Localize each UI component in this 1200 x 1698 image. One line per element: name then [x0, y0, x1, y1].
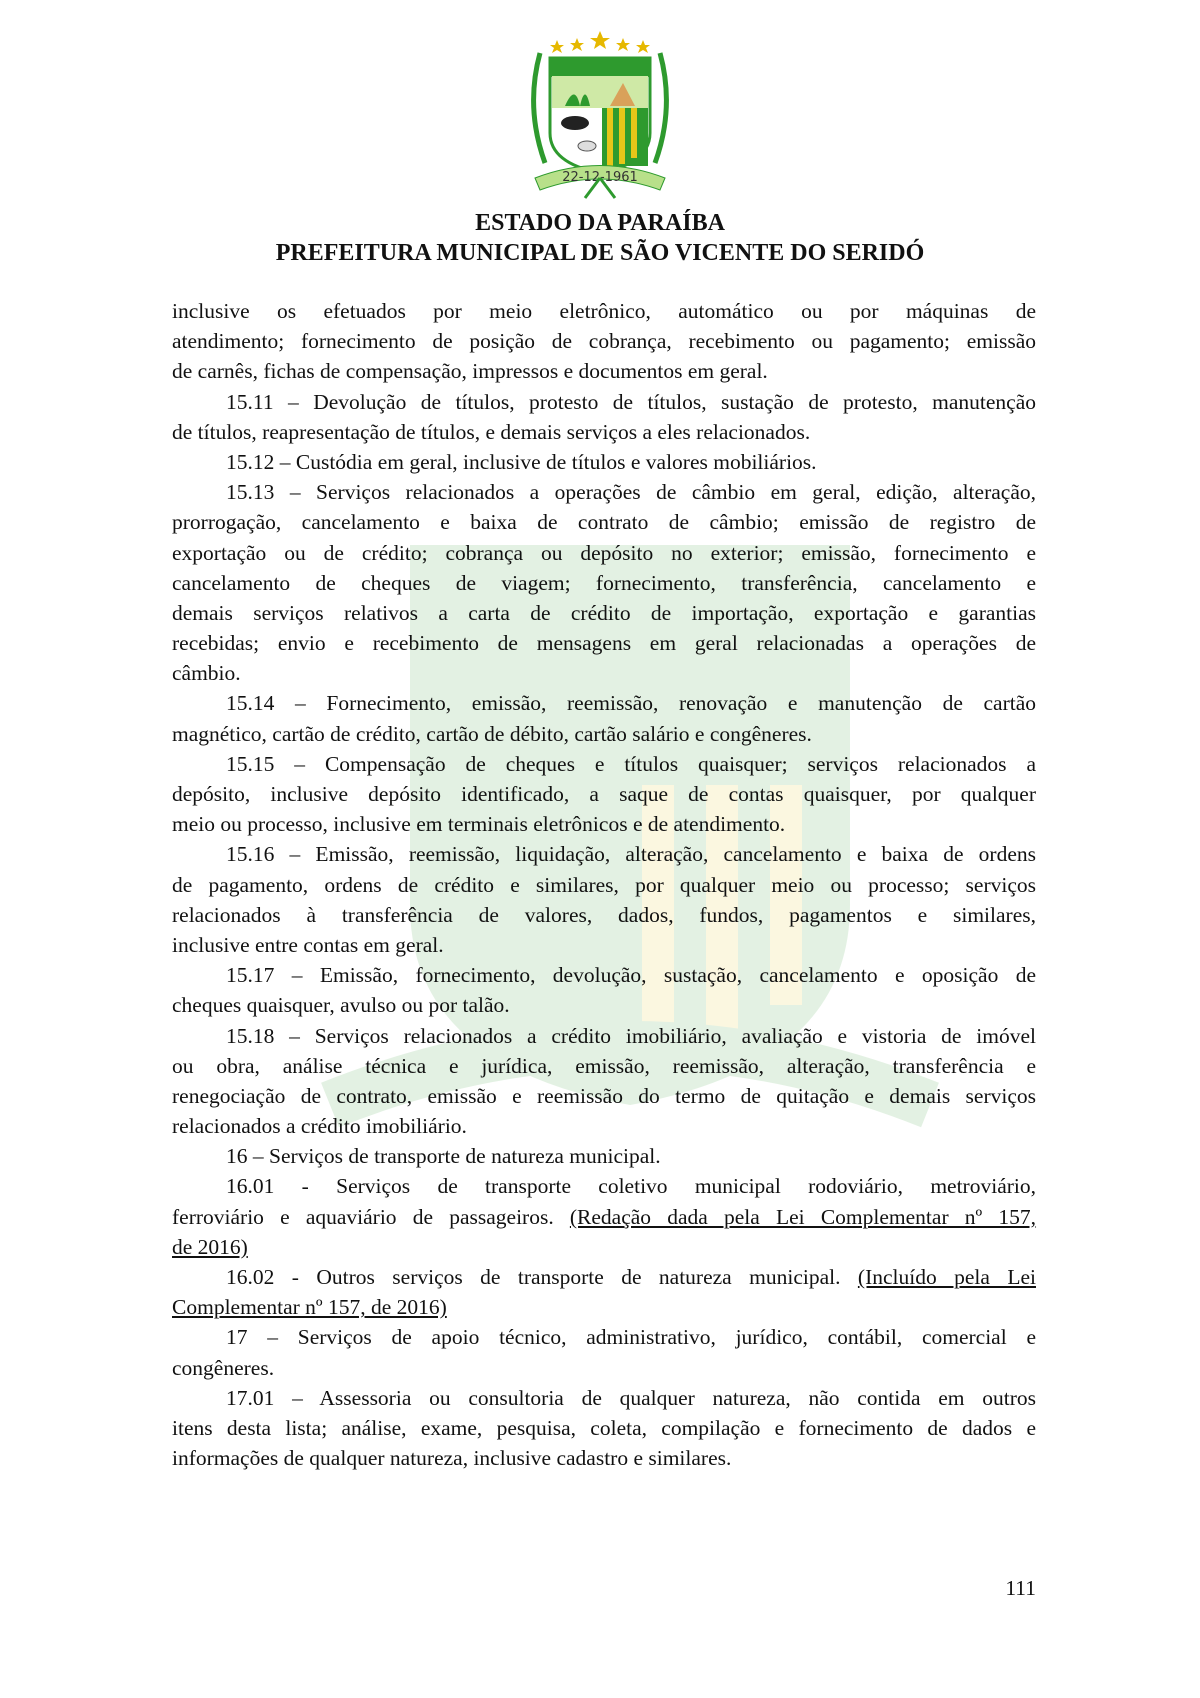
text-line — [172, 658, 1036, 688]
text-line — [172, 779, 1036, 809]
legal-reference-link[interactable]: Complementar nº 157, de 2016) — [172, 1295, 447, 1320]
line-text: cancelamento de cheques de viagem; fornecimento, transferência, cancelamento e — [172, 570, 1036, 595]
paragraph — [172, 1171, 1036, 1262]
paragraph — [172, 960, 1036, 1020]
paragraph — [172, 839, 1036, 960]
seal-date: 22-12-1961 — [562, 170, 638, 185]
line-text: 15.11 – Devolução de títulos, protesto de títulos, sustação de protesto, manutenção — [226, 389, 1036, 414]
text-line — [172, 568, 1036, 598]
line-text: 15.18 – Serviços relacionados a crédito imobiliário, avaliação e vistoria de imóvel — [226, 1023, 1036, 1048]
text-line — [172, 1353, 1036, 1383]
paragraph — [172, 447, 1036, 477]
paragraph — [172, 387, 1036, 447]
text-line — [172, 507, 1036, 537]
line-text: renegociação de contrato, emissão e reemissão do termo de quitação e demais serviços — [172, 1083, 1036, 1108]
text-line — [172, 326, 1036, 356]
municipal-coat-of-arms — [505, 28, 695, 203]
text-line — [172, 688, 1036, 718]
line-text: cheques quaisquer, avulso ou por talão. — [172, 993, 510, 1018]
line-text: relacionados a crédito imobiliário. — [172, 1114, 467, 1139]
line-text: ferroviário e aquaviário de passageiros. — [172, 1204, 570, 1229]
line-text: magnético, cartão de crédito, cartão de débito, cartão salário e congêneres. — [172, 721, 812, 746]
line-text: 16.02 - Outros serviços de transporte de natureza municipal. — [226, 1265, 858, 1289]
text-line — [172, 839, 1036, 869]
text-line — [172, 719, 1036, 749]
paragraph — [172, 1141, 1036, 1171]
paragraph — [172, 1262, 1036, 1322]
line-text: 17.01 – Assessoria ou consultoria de qualquer natureza, não contida em outros — [226, 1385, 1036, 1410]
text-line — [172, 477, 1036, 507]
text-line — [172, 749, 1036, 779]
text-line — [172, 1262, 1036, 1292]
text-line — [172, 356, 1036, 386]
text-line — [172, 1383, 1036, 1413]
paragraph — [172, 477, 1036, 688]
text-line — [172, 1171, 1036, 1201]
text-line — [172, 628, 1036, 658]
line-text: de títulos, reapresentação de títulos, e demais serviços a eles relacionados. — [172, 419, 811, 444]
line-text: exportação ou de crédito; cobrança ou depósito no exterior; emissão, fornecimento e — [172, 540, 1036, 565]
paragraph — [172, 749, 1036, 840]
text-line — [172, 870, 1036, 900]
legal-reference-link[interactable]: (Incluído pela Lei — [857, 1265, 1036, 1289]
line-text: de carnês, fichas de compensação, impressos e documentos em geral. — [172, 359, 768, 384]
text-line — [172, 809, 1036, 839]
text-line — [172, 930, 1036, 960]
line-text: congêneres. — [172, 1355, 275, 1380]
text-line — [172, 447, 1036, 477]
line-text: recebidas; envio e recebimento de mensagens em geral relacionadas a operações de — [172, 631, 1036, 656]
paragraph — [172, 1322, 1036, 1382]
legal-reference-link[interactable]: (Redação dada pela Lei Complementar nº 157, — [569, 1204, 1037, 1229]
line-text: inclusive os efetuados por meio eletrônico, automático ou por máquinas de — [172, 299, 1036, 323]
line-text: depósito, inclusive depósito identificado, a saque de contas quaisquer, por qualquer — [172, 782, 1036, 806]
text-line — [172, 1322, 1036, 1352]
line-text: informações de qualquer natureza, inclusive cadastro e similares. — [172, 1446, 732, 1471]
text-line — [172, 960, 1036, 990]
legal-reference-link[interactable]: de 2016) — [172, 1234, 248, 1259]
line-text: 15.13 – Serviços relacionados a operações de câmbio em geral, edição, alteração, — [226, 480, 1036, 505]
text-line — [172, 538, 1036, 568]
text-line — [172, 1081, 1036, 1111]
text-line — [172, 1111, 1036, 1141]
text-line — [172, 387, 1036, 417]
text-line — [172, 900, 1036, 930]
text-line — [172, 1443, 1036, 1473]
text-line — [172, 598, 1036, 628]
line-text: 15.12 – Custódia em geral, inclusive de títulos e valores mobiliários. — [226, 449, 817, 474]
line-text: 15.14 – Fornecimento, emissão, reemissão, renovação e manutenção de cartão — [226, 691, 1036, 716]
line-text: atendimento; fornecimento de posição de cobrança, recebimento ou pagamento; emissão — [172, 329, 1036, 354]
text-line — [172, 1413, 1036, 1443]
text-line — [172, 990, 1036, 1020]
line-text: itens desta lista; análise, exame, pesquisa, coleta, compilação e fornecimento de dados e — [172, 1415, 1036, 1440]
line-text: 15.16 – Emissão, reemissão, liquidação, alteração, cancelamento e baixa de ordens — [226, 842, 1036, 867]
text-line — [172, 1021, 1036, 1051]
text-line — [172, 417, 1036, 447]
state-heading: ESTADO DA PARAÍBA — [475, 210, 725, 236]
line-text: de pagamento, ordens de crédito e similares, por qualquer meio ou processo; serviços — [172, 872, 1036, 897]
text-line — [172, 1202, 1036, 1232]
line-text: 16.01 - Serviços de transporte coletivo municipal rodoviário, metroviário, — [226, 1174, 1036, 1199]
line-text: 15.17 – Emissão, fornecimento, devolução, sustação, cancelamento e oposição de — [226, 963, 1036, 988]
text-line — [172, 1141, 1036, 1171]
line-text: 17 – Serviços de apoio técnico, administrativo, jurídico, contábil, comercial e — [226, 1325, 1036, 1350]
document-body — [172, 296, 1036, 1473]
line-text: 16 – Serviços de transporte de natureza municipal. — [226, 1144, 661, 1169]
municipality-heading: PREFEITURA MUNICIPAL DE SÃO VICENTE DO SERIDÓ — [275, 240, 925, 266]
line-text: meio ou processo, inclusive em terminais eletrônicos e de atendimento. — [172, 812, 786, 837]
paragraph — [172, 688, 1036, 748]
paragraph — [172, 296, 1036, 387]
paragraph — [172, 1383, 1036, 1474]
line-text: prorrogação, cancelamento e baixa de contrato de câmbio; emissão de registro de — [172, 510, 1036, 535]
line-text: 15.15 – Compensação de cheques e títulos quaisquer; serviços relacionados a — [226, 751, 1036, 776]
text-line — [172, 1292, 1036, 1322]
line-text: câmbio. — [172, 661, 241, 686]
text-line — [172, 296, 1036, 326]
line-text: ou obra, análise técnica e jurídica, emissão, reemissão, alteração, transferência e — [172, 1053, 1036, 1078]
line-text: inclusive entre contas em geral. — [172, 932, 444, 957]
text-line — [172, 1232, 1036, 1262]
line-text: demais serviços relativos a carta de crédito de importação, exportação e garantias — [172, 600, 1036, 625]
paragraph — [172, 1021, 1036, 1142]
line-text: relacionados à transferência de valores, dados, fundos, pagamentos e similares, — [172, 902, 1036, 927]
page-number: 111 — [1005, 1576, 1036, 1600]
text-line — [172, 1051, 1036, 1081]
